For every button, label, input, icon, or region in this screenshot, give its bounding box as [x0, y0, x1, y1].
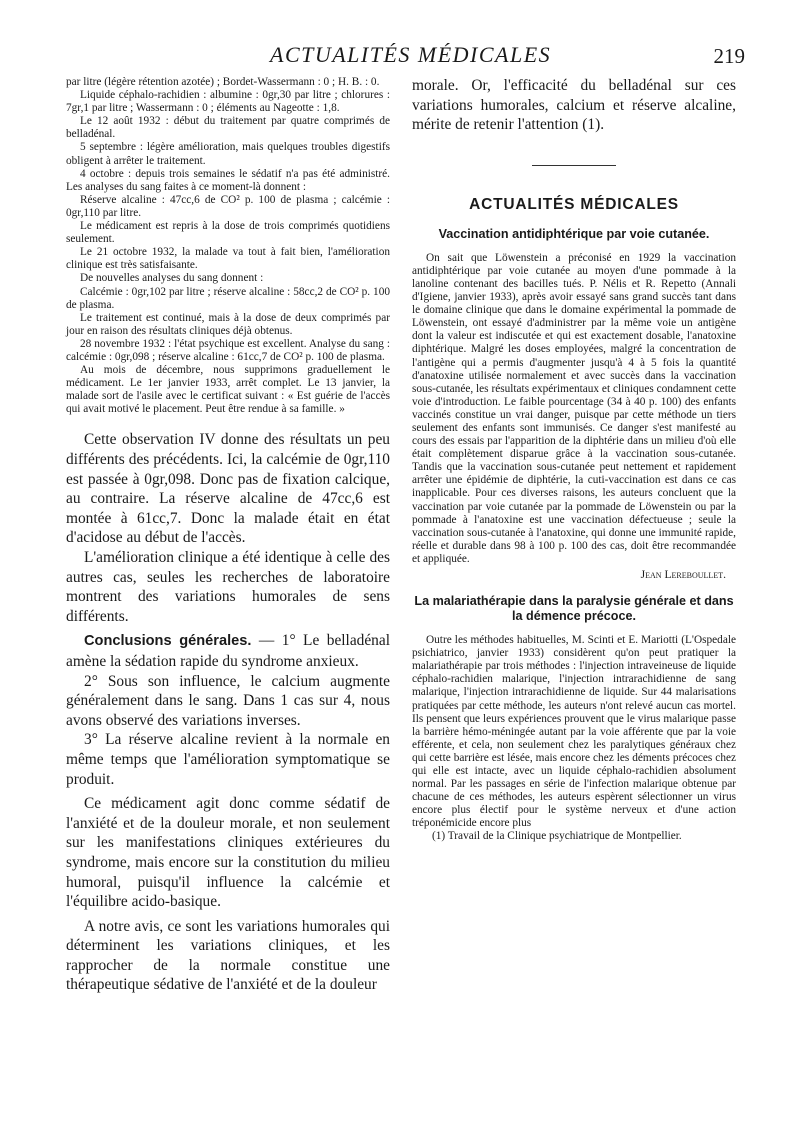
author-signature: Jean Lereboullet.	[640, 568, 726, 582]
case-paragraph: 5 septembre : légère amélioration, mais quelques troubles digestifs obligent à arrêter le traitement.	[66, 141, 390, 167]
discussion-paragraph: A notre avis, ce sont les variations humorales qui déterminent les variations cliniques, et les rapprocher de la normale constitue une thérapeutique sédative de l'anxiété et de la douleur	[66, 917, 390, 994]
footnote: (1) Travail de la Clinique psychiatrique de Montpellier.	[432, 830, 682, 843]
discussion	[66, 430, 390, 995]
case-report	[66, 76, 390, 416]
case-paragraph: Le médicament est repris à la dose de trois comprimés quotidiens seulement.	[66, 220, 390, 246]
article-body	[412, 634, 736, 844]
section-divider	[532, 165, 616, 166]
conclusions-heading: Conclusions générales.	[84, 633, 252, 650]
case-paragraph: 4 octobre : depuis trois semaines le sédatif n'a pas été administré. Les analyses du sang faites à ce moment-là donnent :	[66, 167, 390, 193]
case-paragraph: Au mois de décembre, nous supprimons graduellement le médicament. Le 1er janvier 1933, arrêt complet. Le 13 janvier, la malade sort de l'asile avec le certificat suivant : « Est guérie de l'accès qui avait motivé le placement. Peut être rendue à sa famille. »	[66, 364, 390, 416]
discussion-continued	[412, 76, 736, 135]
discussion-paragraph: Ce médicament agit donc comme sédatif de l'anxiété et de la douleur morale, et non seulement sur les manifestations cliniques extérieures du syndrome, mais encore sur la constitution du milieu humoral, puisqu'il influence la calcémie et l'équilibre acido-basique.	[66, 795, 390, 911]
case-paragraph: Liquide céphalo-rachidien : albumine : 0gr,30 par litre ; chlorures : 7gr,1 par litre ; Wassermann : 0 ; éléments au Nageotte : 1,8.	[66, 89, 390, 115]
article-paragraph: On sait que Löwenstein a préconisé en 1929 la vaccination antidiphtérique par voie cutanée au moyen d'une pommade à la lanoline contenant des bacilles tués. P. Nélis et R. Repetto (Annali d'Igiene, janvier 1933), après avoir essayé sans grand succès tant dans le domaine clinique que dans le domaine expérimental la pommade de Löwenstein, ont essayé d'administrer par la même voie un antigène dont la valeur est indiscutée et qui est exactement dosable, l'anatoxine diphtérique. Malgré les doses employées, malgré la concentration de l'antigène qui a permis d'augmenter jusqu'à 4 à 5 fois la quantité d'anatoxine utilisée normalement et avec succès dans la vaccination sous-cutanée, les résultats expérimentaux et cliniques condamnent cette voie d'introduction. Le faible pourcentage (34 à 40 p. 100) des enfants vaccinés constitue un vrai danger, puisque par cette méthode un tiers seulement des enfants sont immunisés. Ce danger s'est manifesté au cours des essais par l'apparition de la diphtérie dans un milieu d'où elle était complètement disparue grâce à la vaccination sous-cutanée. Tandis que la vaccination sous-cutanée peut nettement et rapidement arrêter une épidémie de diphtérie, la cuti-vaccination est dans ce cas inapplicable. Pour ces diverses raisons, les auteurs concluent que la vaccination par voie cutanée par la pommade de Löwenstein ou par la pommade à l'anatoxine est une vaccination défectueuse ; seule la vaccination sous-cutanée à l'anatoxine, qui donne une immunité rapide, réelle et durable dans 98 à 100 p. 100 des cas, doit être recommandée et appliquée.	[412, 251, 736, 565]
case-paragraph: Le 21 octobre 1932, la malade va tout à fait bien, l'amélioration clinique est très satisfaisante.	[66, 246, 390, 272]
conclusion-text: — 1° Le belladénal amène la sédation rapide du syndrome anxieux.	[66, 632, 390, 670]
case-paragraph: Le 12 août 1932 : début du traitement par quatre comprimés de belladénal.	[66, 115, 390, 141]
case-paragraph: par litre (légère rétention azotée) ; Bordet-Wassermann : 0 ; H. B. : 0.	[66, 76, 380, 88]
discussion-paragraph: L'amélioration clinique a été identique à celle des autres cas, seules les recherches de laboratoire montrent des variations humorales de sens différents.	[66, 549, 390, 625]
case-paragraph: Le traitement est continué, mais à la dose de deux comprimés par jour en raison des résultats cliniques déjà obtenus.	[66, 311, 390, 337]
left-column	[66, 76, 390, 995]
article-title: La malariathérapie dans la paralysie générale et dans la démence précoce.	[414, 594, 734, 624]
section-title: ACTUALITÉS MÉDICALES	[469, 195, 679, 213]
discussion-paragraph: 3° La réserve alcaline revient à la normale en même temps que l'amélioration symptomatique se produit.	[66, 731, 390, 788]
case-paragraph: De nouvelles analyses du sang donnent :	[80, 272, 264, 285]
case-paragraph: 28 novembre 1932 : l'état psychique est excellent. Analyse du sang : calcémie : 0gr,098 ; réserve alcaline : 61cc,7 de CO² p. 100 de plasma.	[66, 337, 390, 363]
running-head	[0, 42, 800, 70]
conclusions-paragraph	[66, 631, 390, 671]
right-column	[412, 76, 736, 844]
article-body	[412, 252, 736, 566]
discussion-paragraph: Cette observation IV donne des résultats un peu différents des précédents. Ici, la calcémie de 0gr,110 est passée à 0gr,098. Donc pas de fixation calcique, au contraire. La réserve alcaline de 47cc,6 est montée à 61cc,7. Donc la malade était en état d'acidose au début de l'accès.	[66, 431, 390, 547]
discussion-paragraph: morale. Or, l'efficacité du belladénal sur ces variations humorales, calcium et réserve alcaline, mérite de retenir l'attention (1).	[412, 77, 736, 134]
case-paragraph: Réserve alcaline : 47cc,6 de CO² p. 100 de plasma ; calcémie : 0gr,110 par litre.	[66, 193, 390, 219]
running-title: ACTUALITÉS MÉDICALES	[270, 42, 552, 67]
discussion-paragraph: 2° Sous son influence, le calcium augmente généralement dans le sang. Dans 1 cas sur 4, nous avons observé des variations inverses.	[66, 672, 390, 729]
case-paragraph: Calcémie : 0gr,102 par litre ; réserve alcaline : 58cc,2 de CO² p. 100 de plasma.	[66, 285, 390, 311]
article-paragraph: Outre les méthodes habituelles, M. Scinti et E. Mariotti (L'Ospedale psichiatrico, janvier 1933) considèrent qu'on peut pratiquer la malariathérapie par trois méthodes : l'injection intraveineuse de liquide céphalo-rachidien malarique, l'injection intrarachidienne de sang malarique, l'injection intrarachidienne de liquide. Sur 44 malarisations pratiquées par cette méthode, les auteurs n'ont relevé aucun cas mortel. Ils pensent que leurs expériences prouvent que le virus malarique passe la barrière hémo-méningée autant par la voie afférente que par la voie efférente, et cela, non seulement chez les paralytiques généraux chez qui cette barrière est lésée, mais encore chez les déments précoces chez qui elle est intacte, avec un liquide céphalo-rachidien absolument normal. Par les passages en série de l'infection malarique obtenue par chacune de ces méthodes, les auteurs espèrent sélectionner un virus encore plus électif pour le système nerveux et d'une action tréponémicide encore plus	[412, 634, 736, 830]
page-number: 219	[713, 44, 745, 68]
article-title: Vaccination antidiphtérique par voie cutanée.	[438, 226, 710, 241]
